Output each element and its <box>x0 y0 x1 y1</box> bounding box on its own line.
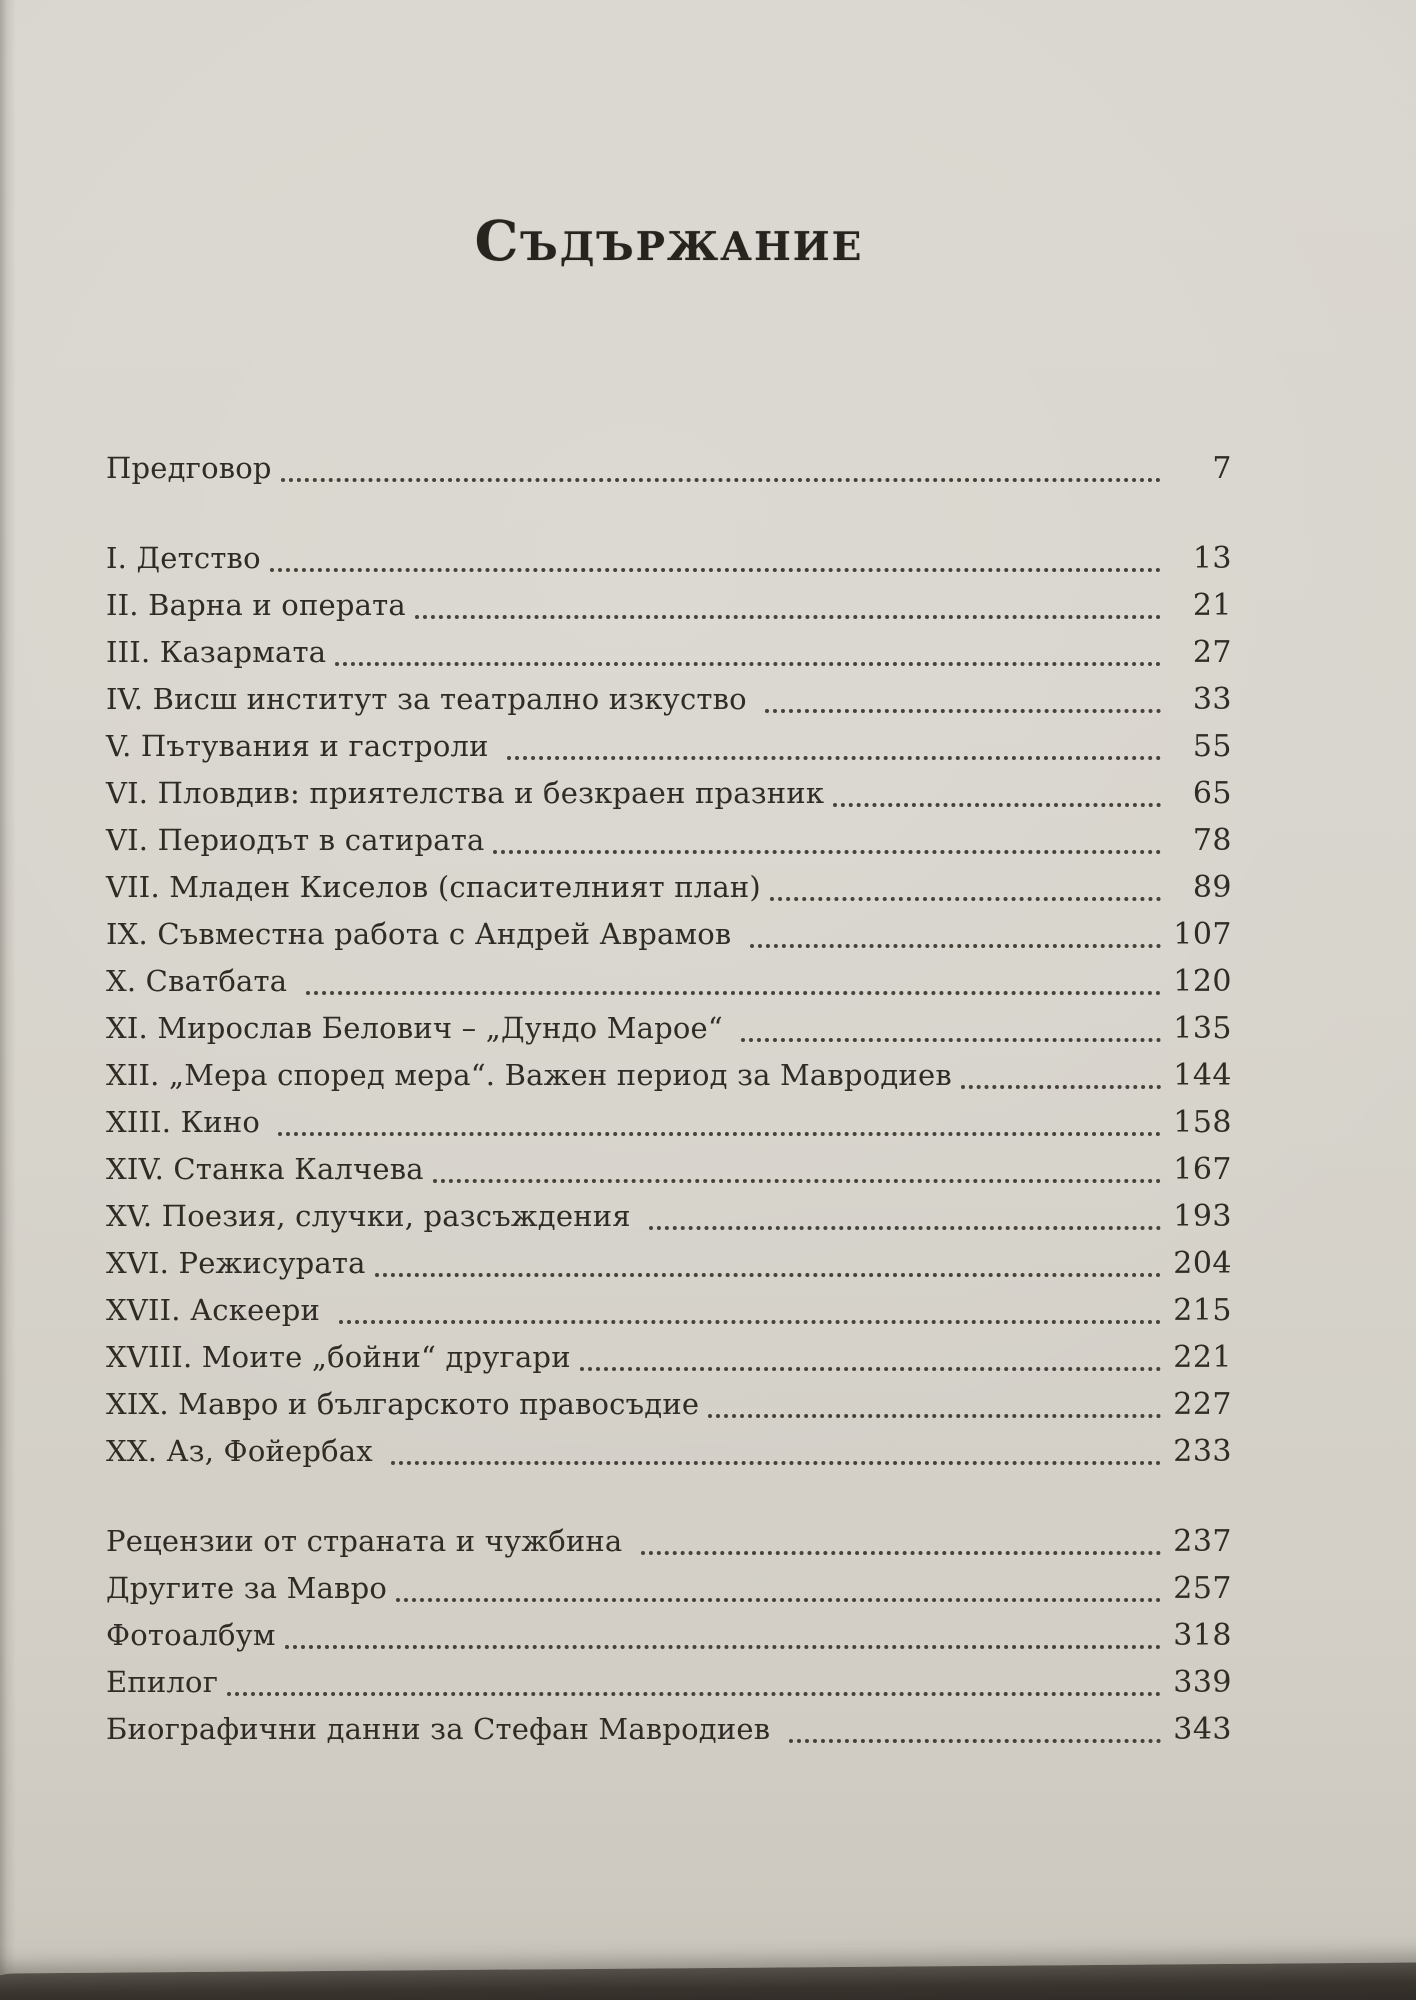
toc-entry-label: Фотоалбум <box>106 1618 276 1652</box>
dot-leader <box>833 770 1161 807</box>
dot-leader <box>278 1099 1161 1136</box>
toc-entry-page: 135 <box>1173 1011 1232 1046</box>
toc-entry-page: 237 <box>1173 1524 1232 1559</box>
toc-entry-page: 120 <box>1173 964 1232 999</box>
toc-entry-label: XIX. Мавро и българското правосъдие <box>106 1387 700 1421</box>
toc-entry-page: 343 <box>1173 1712 1232 1747</box>
page-content <box>106 0 1232 2000</box>
toc-entry-row <box>106 1706 1232 1753</box>
toc-entry-row <box>106 1146 1232 1193</box>
toc-entry-row <box>106 676 1232 723</box>
toc-entry-row <box>106 535 1232 582</box>
toc-entry-row <box>106 582 1232 629</box>
toc-entry-label: Епилог <box>106 1665 219 1699</box>
toc-entry-label: Рецензии от страната и чужбина <box>106 1524 632 1558</box>
toc-entry-label: V. Пътувания и гастроли <box>106 729 499 763</box>
toc-entry-label: XVI. Режисурата <box>106 1246 366 1280</box>
toc-entry-page: 65 <box>1192 776 1232 811</box>
toc-entry-page: 33 <box>1192 682 1232 717</box>
dot-leader <box>789 1706 1161 1743</box>
dot-leader <box>770 864 1161 901</box>
dot-leader <box>375 1240 1161 1277</box>
toc-entry-label: VII. Младен Киселов (спасителният план) <box>106 870 761 904</box>
toc-entry-label: II. Варна и операта <box>106 588 406 622</box>
toc-entry-page: 339 <box>1173 1665 1232 1700</box>
toc-entry-row <box>106 1240 1232 1287</box>
toc-entry-page: 158 <box>1173 1105 1232 1140</box>
toc-entry-row <box>106 1052 1232 1099</box>
dot-leader <box>391 1428 1161 1465</box>
dot-leader <box>285 1612 1161 1649</box>
toc-entry-row <box>106 1005 1232 1052</box>
toc-entry-page: 233 <box>1173 1434 1232 1469</box>
dot-leader <box>493 817 1161 854</box>
toc-entry-label: IX. Съвместна работа с Андрей Аврамов <box>106 917 741 951</box>
toc-entry-label: Другите за Мавро <box>106 1571 388 1605</box>
dot-leader <box>750 911 1161 948</box>
dot-leader <box>765 676 1161 713</box>
toc-entry-page: 227 <box>1173 1387 1232 1422</box>
toc-entry-label: IV. Висш институт за театрално изкуство <box>106 682 757 716</box>
toc-entry-page: 7 <box>1212 451 1232 486</box>
toc-group <box>106 445 1232 492</box>
toc-entry-row <box>106 770 1232 817</box>
toc-entry-row <box>106 723 1232 770</box>
toc-entry-page: 107 <box>1173 917 1232 952</box>
toc-entry-row <box>106 1381 1232 1428</box>
dot-leader <box>281 445 1161 482</box>
toc-entry-label: Биографични данни за Стефан Мавродиев <box>106 1712 780 1746</box>
dot-leader <box>433 1146 1161 1183</box>
toc-entry-row <box>106 817 1232 864</box>
toc-entry-label: XVII. Аскеери <box>106 1293 330 1327</box>
toc-entry-label: XVIII. Моите „бойни“ другари <box>106 1340 571 1374</box>
toc-entry-page: 27 <box>1192 635 1232 670</box>
dot-leader <box>227 1659 1161 1696</box>
dot-leader <box>741 1005 1161 1042</box>
toc-entry-label: XIII. Кино <box>106 1105 270 1139</box>
page-title: Съдържание <box>474 208 864 273</box>
toc-entry-row <box>106 1099 1232 1146</box>
toc-entry-page: 167 <box>1173 1152 1232 1187</box>
toc-entry-row <box>106 1659 1232 1706</box>
toc-entry-label: XIV. Станка Калчева <box>106 1152 424 1186</box>
toc-entry-page: 55 <box>1192 729 1232 764</box>
dot-leader <box>306 958 1161 995</box>
toc-group <box>106 1518 1232 1753</box>
toc-entry-row <box>106 445 1232 492</box>
toc-entry-label: XX. Аз, Фойербах <box>106 1434 383 1468</box>
dot-leader <box>339 1287 1161 1324</box>
toc-entry-row <box>106 864 1232 911</box>
dot-leader <box>396 1565 1161 1602</box>
toc-entry-page: 318 <box>1173 1618 1232 1653</box>
toc-entry-page: 215 <box>1173 1293 1232 1328</box>
dot-leader <box>708 1381 1161 1418</box>
toc-entry-row <box>106 1334 1232 1381</box>
dot-leader <box>580 1334 1161 1371</box>
toc-entry-page: 221 <box>1173 1340 1232 1375</box>
toc-entry-row <box>106 1193 1232 1240</box>
toc-entry-row <box>106 1565 1232 1612</box>
toc-entry-page: 78 <box>1192 823 1232 858</box>
toc-entry-label: XI. Мирослав Белович – „Дундо Марое“ <box>106 1011 733 1045</box>
toc-entry-row <box>106 1518 1232 1565</box>
toc-entry-page: 204 <box>1173 1246 1232 1281</box>
toc-entry-row <box>106 1612 1232 1659</box>
toc-entry-label: X. Сватбата <box>106 964 297 998</box>
toc-entry-page: 257 <box>1173 1571 1232 1606</box>
toc-entry-page: 144 <box>1173 1058 1232 1093</box>
toc-entry-label: Предговор <box>106 451 272 485</box>
toc-entry-label: I. Детство <box>106 541 261 575</box>
toc-entry-row <box>106 1287 1232 1334</box>
toc-entry-row <box>106 629 1232 676</box>
toc-group <box>106 535 1232 1475</box>
toc-entry-label: VI. Периодът в сатирата <box>106 823 485 857</box>
toc-entry-page: 21 <box>1192 588 1232 623</box>
toc-entry-row <box>106 958 1232 1005</box>
toc-list <box>106 445 1232 1753</box>
dot-leader <box>507 723 1161 760</box>
toc-entry-label: VI. Пловдив: приятелства и безкраен празник <box>106 776 825 810</box>
dot-leader <box>270 535 1161 572</box>
toc-entry-label: XV. Поезия, случки, разсъждения <box>106 1199 641 1233</box>
toc-entry-row <box>106 1428 1232 1475</box>
dot-leader <box>335 629 1161 666</box>
toc-entry-label: III. Казармата <box>106 635 327 669</box>
page-edge-shadow <box>0 0 16 1974</box>
dot-leader <box>641 1518 1161 1555</box>
toc-entry-page: 89 <box>1192 870 1232 905</box>
dot-leader <box>961 1052 1161 1089</box>
dot-leader <box>415 582 1161 619</box>
toc-entry-page: 13 <box>1192 541 1232 576</box>
dot-leader <box>649 1193 1161 1230</box>
toc-entry-page: 193 <box>1173 1199 1232 1234</box>
toc-entry-row <box>106 911 1232 958</box>
toc-entry-label: XII. „Мера според мера“. Важен период за Мавродиев <box>106 1058 952 1092</box>
